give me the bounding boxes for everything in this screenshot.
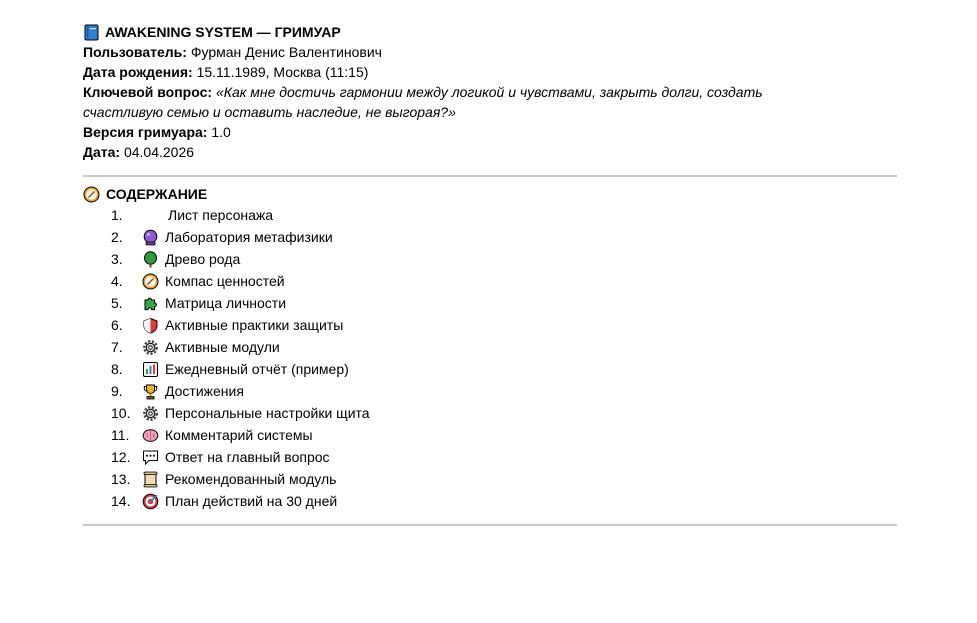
toc-item-label: Древо рода <box>165 251 241 267</box>
birth-date: 15.11.1989, Москва (11:15) <box>192 64 369 80</box>
toc-item <box>111 204 370 226</box>
user-line: Пользователь: Фурман Денис Валентинович <box>83 44 382 60</box>
toc-item-label: Персональные настройки щита <box>165 405 370 421</box>
toc-item <box>111 314 370 336</box>
toc-item-label: Ежедневный отчёт (пример) <box>165 361 349 377</box>
toc-item-label: Компас ценностей <box>165 273 285 289</box>
toc-item-number: 4. <box>111 273 123 289</box>
toc-item <box>111 468 370 490</box>
toc-item-label: Рекомендованный модуль <box>165 471 337 487</box>
toc-item-number: 8. <box>111 361 123 377</box>
date-value: 04.04.2026 <box>120 144 195 160</box>
toc-item-number: 12. <box>111 449 131 465</box>
brain-icon <box>142 427 159 444</box>
blank-icon-slot <box>142 207 162 224</box>
toc-item-label: Ответ на главный вопрос <box>165 449 330 465</box>
tree-icon <box>142 251 159 268</box>
date-line: Дата: 04.04.2026 <box>83 144 195 160</box>
toc-item <box>111 358 370 380</box>
toc-item-number: 13. <box>111 471 131 487</box>
bar-chart-icon <box>142 361 159 378</box>
toc-item-label: Активные практики защиты <box>165 317 344 333</box>
toc-item-number: 1. <box>111 207 123 223</box>
birth-line: Дата рождения: 15.11.1989, Москва (11:15) <box>83 64 369 80</box>
toc-item-number: 2. <box>111 229 123 245</box>
shield-icon <box>142 317 159 334</box>
speech-bubble-icon <box>142 449 159 466</box>
toc-item <box>111 402 370 424</box>
toc-item-label: Активные модули <box>165 339 280 355</box>
toc-item <box>111 380 370 402</box>
crystal-ball-icon <box>142 229 159 246</box>
toc-item-number: 6. <box>111 317 123 333</box>
toc-item-number: 7. <box>111 339 123 355</box>
grimoire-header <box>83 22 843 162</box>
toc-item-label: Лаборатория метафизики <box>165 229 333 245</box>
document-title: AWAKENING SYSTEM — ГРИМУАР <box>105 24 341 40</box>
toc-item-label: Матрица личности <box>165 295 287 311</box>
gear-icon <box>142 405 159 422</box>
version-value: 1.0 <box>207 124 231 140</box>
toc-item <box>111 424 370 446</box>
trophy-icon <box>142 383 159 400</box>
toc-item-number: 10. <box>111 405 131 421</box>
divider-bottom <box>83 524 897 526</box>
question-line: Ключевой вопрос: «Как мне достичь гармонии между логикой и чувствами, закрыть долги, создать счастливую семью и оставить наследие, не выгорая?» <box>83 84 763 120</box>
toc-item <box>111 490 370 512</box>
target-icon <box>142 493 159 510</box>
toc-heading-row <box>83 184 207 204</box>
toc-item-number: 5. <box>111 295 123 311</box>
toc-item-label: Комментарий системы <box>165 427 313 443</box>
key-question: «Как мне достичь гармонии между логикой и чувствами, закрыть долги, создать счастливую семью и оставить наследие, не выгорая?» <box>83 84 763 120</box>
toc-heading: СОДЕРЖАНИЕ <box>106 186 208 202</box>
toc-item-label: Достижения <box>165 383 244 399</box>
toc-item <box>111 270 370 292</box>
toc-item <box>111 248 370 270</box>
toc-item <box>111 226 370 248</box>
toc-item-number: 3. <box>111 251 123 267</box>
user-name: Фурман Денис Валентинович <box>186 44 382 60</box>
toc-item <box>111 292 370 314</box>
scroll-icon <box>142 471 159 488</box>
toc-item-label: План действий на 30 дней <box>165 493 338 509</box>
compass-icon <box>83 186 100 203</box>
toc-item-number: 9. <box>111 383 123 399</box>
toc-item-label: Лист персонажа <box>168 207 274 223</box>
toc-item <box>111 336 370 358</box>
toc-list <box>111 204 370 512</box>
divider-top <box>83 175 897 177</box>
toc-item-number: 11. <box>111 427 130 443</box>
gear-icon <box>142 339 159 356</box>
puzzle-icon <box>142 295 159 312</box>
compass-icon <box>142 273 159 290</box>
toc-item-number: 14. <box>111 493 131 509</box>
blue-book-icon <box>83 24 100 41</box>
version-line: Версия гримуара: 1.0 <box>83 124 231 140</box>
title-row <box>83 22 843 42</box>
toc-item <box>111 446 370 468</box>
